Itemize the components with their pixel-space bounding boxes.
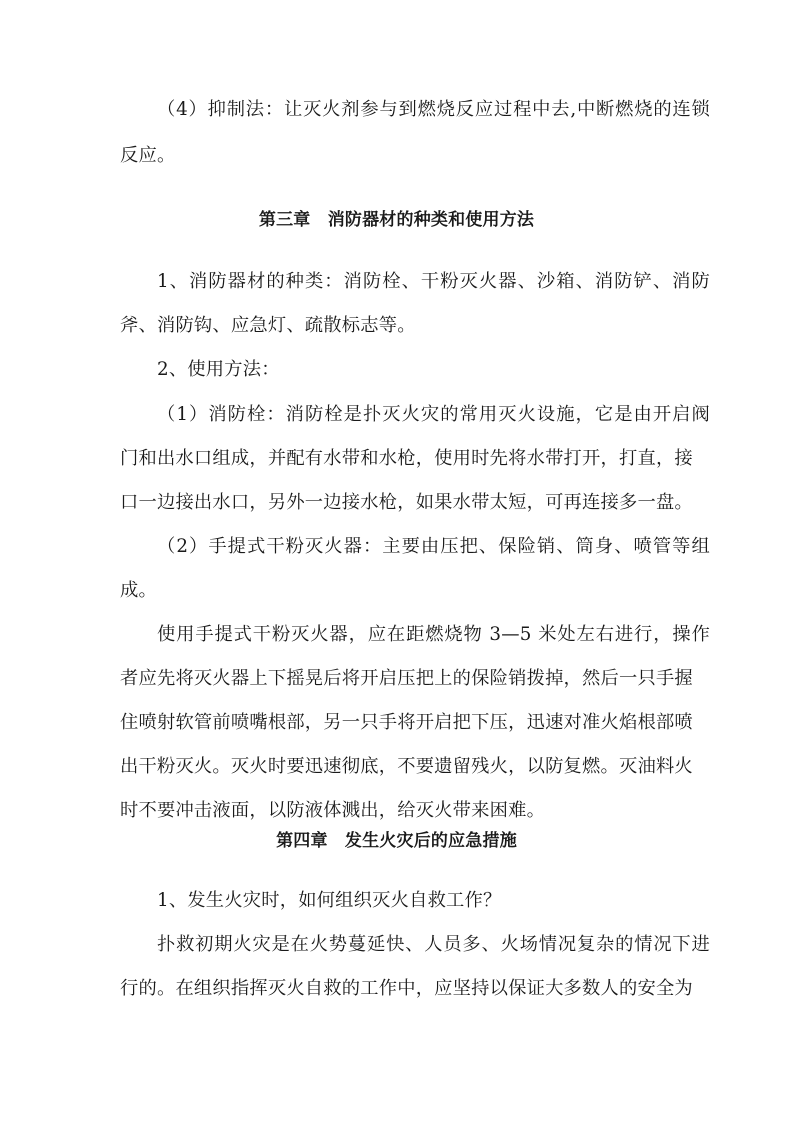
paragraph-line: 1、发生火灾时，如何组织灭火自救工作？ [157,890,502,911]
paragraph-line: 1、消防器材的种类：消防栓、干粉灭火器、沙箱、消防铲、消防 [157,271,710,292]
paragraph-line: 出干粉灭火。灭火时要迅速彻底，不要遗留残火，以防复燃。灭油料火 [120,756,693,777]
paragraph-line: 2、使用方法： [157,359,280,380]
paragraph-line: （2）手提式干粉灭火器：主要由压把、保险销、筒身、喷管等组 [157,536,710,557]
paragraph-line: （4）抑制法：让灭火剂参与到燃烧反应过程中去,中断燃烧的连锁 [157,99,710,120]
paragraph-line: 行的。在组织指挥灭火自救的工作中，应坚持以保证大多数人的安全为 [120,978,693,999]
chapter-heading: 第三章 消防器材的种类和使用方法 [258,210,535,230]
paragraph-line: 扑救初期火灾是在火势蔓延快、人员多、火场情况复杂的情况下进 [157,934,710,955]
paragraph-line: 住喷射软管前喷嘴根部，另一只手将开启把下压，迅速对准火焰根部喷 [120,712,693,733]
paragraph-line: 门和出水口组成，并配有水带和水枪，使用时先将水带打开，打直，接 [120,448,693,469]
paragraph-line: 使用手提式干粉灭火器，应在距燃烧物 3—5 米处左右进行，操作 [157,624,710,645]
paragraph-line: 者应先将灭火器上下摇晃后将开启压把上的保险销拨掉，然后一只手握 [120,668,693,689]
paragraph-line: 成。 [120,580,157,601]
paragraph-line: （1）消防栓：消防栓是扑灭火灾的常用灭火设施，它是由开启阀 [157,404,710,425]
paragraph-line: 反应。 [120,145,176,166]
chapter-heading: 第四章 发生火灾后的应急措施 [276,831,517,851]
paragraph-line: 口一边接出水口，另外一边接水枪，如果水带太短，可再连接多一盘。 [120,492,693,513]
paragraph-line: 斧、消防钩、应急灯、疏散标志等。 [120,315,416,336]
paragraph-line: 时不要冲击液面，以防液体溅出，给灭火带来困难。 [120,800,546,821]
